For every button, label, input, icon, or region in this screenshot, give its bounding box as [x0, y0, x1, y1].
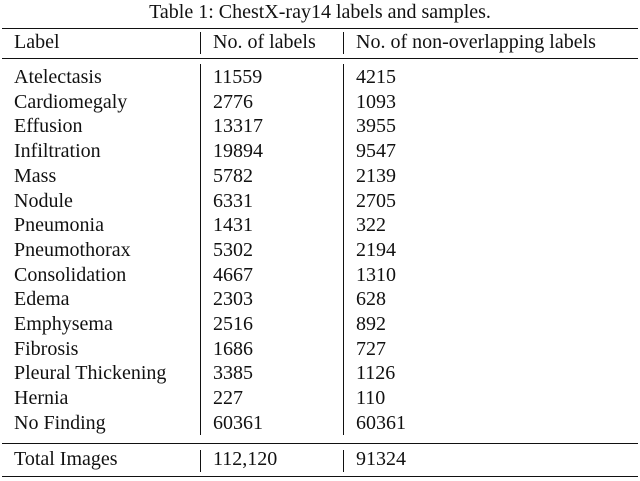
top-rule — [2, 28, 638, 29]
row-non-overlapping: 2705 — [356, 189, 396, 212]
row-no-of-labels: 4667 — [213, 263, 253, 286]
row-non-overlapping: 110 — [356, 387, 386, 410]
header-separator-2 — [343, 32, 344, 54]
total-rule — [2, 443, 638, 444]
row-non-overlapping: 322 — [356, 214, 386, 237]
row-no-of-labels: 2516 — [213, 313, 253, 335]
total-separator-1 — [200, 450, 201, 472]
header-label: Label — [14, 31, 60, 53]
row-label: Cardiomegaly — [14, 90, 128, 113]
row-label: Effusion — [14, 115, 83, 138]
bottom-rule — [2, 476, 638, 477]
row-non-overlapping: 2139 — [356, 164, 396, 187]
row-label: Mass — [14, 164, 57, 187]
row-no-of-labels: 2303 — [213, 288, 253, 311]
row-no-of-labels: 3385 — [213, 362, 253, 385]
row-label: Pneumonia — [14, 214, 104, 237]
row-label: Pneumothorax — [14, 238, 131, 261]
row-label: Consolidation — [14, 263, 127, 286]
row-label: Emphysema — [14, 313, 113, 335]
row-label: Infiltration — [14, 140, 101, 163]
row-no-of-labels: 11559 — [213, 66, 263, 88]
row-no-of-labels: 5302 — [213, 238, 253, 261]
row-no-of-labels: 2776 — [213, 90, 253, 113]
row-label: No Finding — [14, 411, 106, 434]
header-non-overlapping: No. of non-overlapping labels — [356, 31, 596, 53]
table-caption: Table 1: ChestX-ray14 labels and samples. — [149, 1, 491, 23]
row-no-of-labels: 19894 — [213, 140, 263, 163]
row-label: Hernia — [14, 387, 69, 410]
row-no-of-labels: 5782 — [213, 164, 253, 187]
row-no-of-labels: 227 — [213, 387, 243, 410]
total-non-overlapping: 91324 — [356, 448, 406, 470]
body-separator-2 — [343, 64, 344, 435]
row-non-overlapping: 2194 — [356, 238, 396, 261]
row-non-overlapping: 628 — [356, 288, 386, 311]
total-no-of-labels: 112,120 — [213, 448, 278, 470]
header-separator-1 — [200, 32, 201, 54]
row-non-overlapping: 1126 — [356, 362, 396, 385]
row-label: Nodule — [14, 189, 73, 212]
row-label: Fibrosis — [14, 337, 79, 360]
header-rule — [2, 58, 638, 59]
row-no-of-labels: 6331 — [213, 189, 253, 212]
body-separator-1 — [200, 64, 201, 435]
row-non-overlapping: 892 — [356, 313, 386, 335]
row-non-overlapping: 1093 — [356, 90, 396, 113]
row-non-overlapping: 9547 — [356, 140, 396, 163]
row-no-of-labels: 1686 — [213, 337, 253, 360]
total-label: Total Images — [14, 448, 118, 470]
row-non-overlapping: 727 — [356, 337, 386, 360]
row-non-overlapping: 3955 — [356, 115, 396, 138]
header-no-of-labels: No. of labels — [213, 31, 316, 53]
row-label: Edema — [14, 288, 70, 311]
row-no-of-labels: 60361 — [213, 411, 263, 434]
row-no-of-labels: 13317 — [213, 115, 263, 138]
row-label: Pleural Thickening — [14, 362, 167, 385]
row-no-of-labels: 1431 — [213, 214, 253, 237]
row-non-overlapping: 60361 — [356, 411, 406, 434]
row-non-overlapping: 4215 — [356, 66, 396, 88]
row-label: Atelectasis — [14, 66, 102, 88]
row-non-overlapping: 1310 — [356, 263, 396, 286]
total-separator-2 — [343, 450, 344, 472]
